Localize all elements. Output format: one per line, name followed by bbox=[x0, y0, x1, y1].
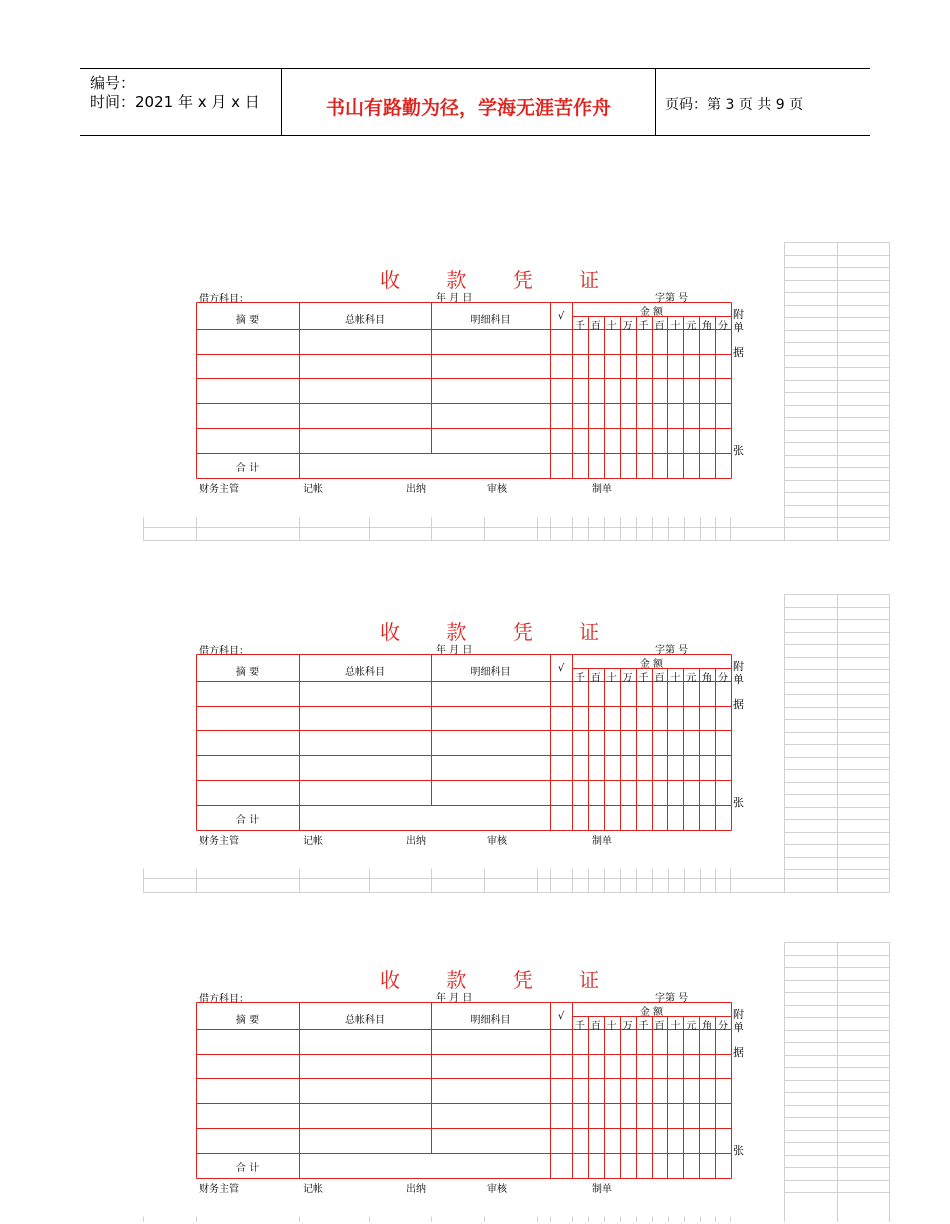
voucher-table bbox=[196, 1002, 732, 1179]
voucher-number-label: 字第 号 bbox=[655, 293, 689, 304]
footer-preparer: 制单 bbox=[592, 484, 612, 495]
amount-digit-0: 千 bbox=[574, 321, 585, 332]
amount-digit-8: 角 bbox=[702, 1021, 713, 1032]
receipt-voucher-1 bbox=[0, 264, 950, 524]
column-amount-header: 金 额 bbox=[639, 307, 664, 318]
voucher-table bbox=[196, 302, 732, 479]
footer-bookkeeping: 记帐 bbox=[303, 484, 323, 495]
voucher-number-label: 字第 号 bbox=[655, 993, 689, 1004]
side-label-ju: 据 bbox=[733, 1046, 744, 1059]
voucher-date-label: 年 月 日 bbox=[436, 293, 473, 304]
document-number-label: 编号： bbox=[90, 74, 136, 92]
column-amount-header: 金 额 bbox=[639, 1007, 664, 1018]
column-summary-header: 摘 要 bbox=[235, 315, 260, 326]
amount-digit-6: 十 bbox=[670, 321, 681, 332]
amount-digit-1: 百 bbox=[590, 673, 601, 684]
footer-cashier: 出纳 bbox=[406, 1184, 426, 1195]
motto-text: 书山有路勤为径，学海无涯苦作舟 bbox=[325, 97, 611, 119]
amount-digit-7: 元 bbox=[686, 321, 697, 332]
voucher-date-label: 年 月 日 bbox=[436, 993, 473, 1004]
amount-digit-4: 千 bbox=[638, 321, 649, 332]
side-label-fu: 附 bbox=[733, 308, 744, 321]
footer-audit: 审核 bbox=[487, 1184, 507, 1195]
column-summary-header: 摘 要 bbox=[235, 667, 260, 678]
footer-preparer: 制单 bbox=[592, 1184, 612, 1195]
voucher-number-label: 字第 号 bbox=[655, 645, 689, 656]
footer-supervisor: 财务主管 bbox=[199, 1184, 239, 1195]
side-label-dan: 单 bbox=[733, 321, 744, 334]
side-label-fu: 附 bbox=[733, 1008, 744, 1021]
side-label-ju: 据 bbox=[733, 346, 744, 359]
amount-digit-5: 百 bbox=[654, 1021, 665, 1032]
amount-digit-1: 百 bbox=[590, 321, 601, 332]
total-label: 合 计 bbox=[235, 1163, 260, 1174]
column-detail-account-header: 明细科目 bbox=[470, 667, 511, 678]
side-label-ju: 据 bbox=[733, 698, 744, 711]
amount-digit-4: 千 bbox=[638, 673, 649, 684]
column-check-header: √ bbox=[557, 1011, 565, 1022]
receipt-voucher-2 bbox=[0, 616, 950, 876]
amount-digit-3: 万 bbox=[622, 321, 633, 332]
footer-cashier: 出纳 bbox=[406, 484, 426, 495]
voucher-table bbox=[196, 654, 732, 831]
side-label-zhang: 张 bbox=[733, 444, 744, 457]
footer-cashier: 出纳 bbox=[406, 836, 426, 847]
receipt-voucher-3 bbox=[0, 964, 950, 1224]
amount-digit-2: 十 bbox=[606, 321, 617, 332]
column-amount-header: 金 额 bbox=[639, 659, 664, 670]
amount-digit-2: 十 bbox=[606, 1021, 617, 1032]
amount-digit-2: 十 bbox=[606, 673, 617, 684]
amount-digit-5: 百 bbox=[654, 321, 665, 332]
debit-account-label: 借方科目： bbox=[199, 646, 249, 657]
column-general-account-header: 总帐科目 bbox=[345, 1015, 385, 1026]
side-label-fu: 附 bbox=[733, 660, 744, 673]
column-detail-account-header: 明细科目 bbox=[470, 1015, 511, 1026]
column-check-header: √ bbox=[557, 311, 565, 322]
footer-supervisor: 财务主管 bbox=[199, 836, 239, 847]
debit-account-label: 借方科目： bbox=[199, 294, 249, 305]
amount-digit-5: 百 bbox=[654, 673, 665, 684]
footer-supervisor: 财务主管 bbox=[199, 484, 239, 495]
column-detail-account-header: 明细科目 bbox=[470, 315, 511, 326]
document-date-label: 时间：2021 年 x 月 x 日 bbox=[90, 93, 260, 111]
voucher-title: 收 款 凭 证 bbox=[380, 268, 620, 292]
amount-digit-8: 角 bbox=[702, 321, 713, 332]
amount-digit-0: 千 bbox=[574, 1021, 585, 1032]
page-number-label: 页码：第 3 页 共 9 页 bbox=[665, 97, 804, 113]
footer-bookkeeping: 记帐 bbox=[303, 1184, 323, 1195]
amount-digit-3: 万 bbox=[622, 1021, 633, 1032]
side-label-zhang: 张 bbox=[733, 796, 744, 809]
voucher-date-label: 年 月 日 bbox=[436, 645, 473, 656]
footer-bookkeeping: 记帐 bbox=[303, 836, 323, 847]
amount-digit-1: 百 bbox=[590, 1021, 601, 1032]
total-label: 合 计 bbox=[235, 815, 260, 826]
amount-digit-6: 十 bbox=[670, 673, 681, 684]
amount-digit-7: 元 bbox=[686, 1021, 697, 1032]
footer-audit: 审核 bbox=[487, 836, 507, 847]
amount-digit-0: 千 bbox=[574, 673, 585, 684]
column-check-header: √ bbox=[557, 663, 565, 674]
column-summary-header: 摘 要 bbox=[235, 1015, 260, 1026]
amount-digit-3: 万 bbox=[622, 673, 633, 684]
side-label-dan: 单 bbox=[733, 1021, 744, 1034]
amount-digit-9: 分 bbox=[718, 673, 729, 684]
amount-digit-8: 角 bbox=[702, 673, 713, 684]
side-label-dan: 单 bbox=[733, 673, 744, 686]
voucher-title: 收 款 凭 证 bbox=[380, 620, 620, 644]
amount-digit-9: 分 bbox=[718, 321, 729, 332]
debit-account-label: 借方科目： bbox=[199, 994, 249, 1005]
amount-digit-4: 千 bbox=[638, 1021, 649, 1032]
voucher-title: 收 款 凭 证 bbox=[380, 968, 620, 992]
amount-digit-9: 分 bbox=[718, 1021, 729, 1032]
footer-audit: 审核 bbox=[487, 484, 507, 495]
column-general-account-header: 总帐科目 bbox=[345, 315, 385, 326]
total-label: 合 计 bbox=[235, 463, 260, 474]
amount-digit-7: 元 bbox=[686, 673, 697, 684]
column-general-account-header: 总帐科目 bbox=[345, 667, 385, 678]
amount-digit-6: 十 bbox=[670, 1021, 681, 1032]
footer-preparer: 制单 bbox=[592, 836, 612, 847]
side-label-zhang: 张 bbox=[733, 1144, 744, 1157]
